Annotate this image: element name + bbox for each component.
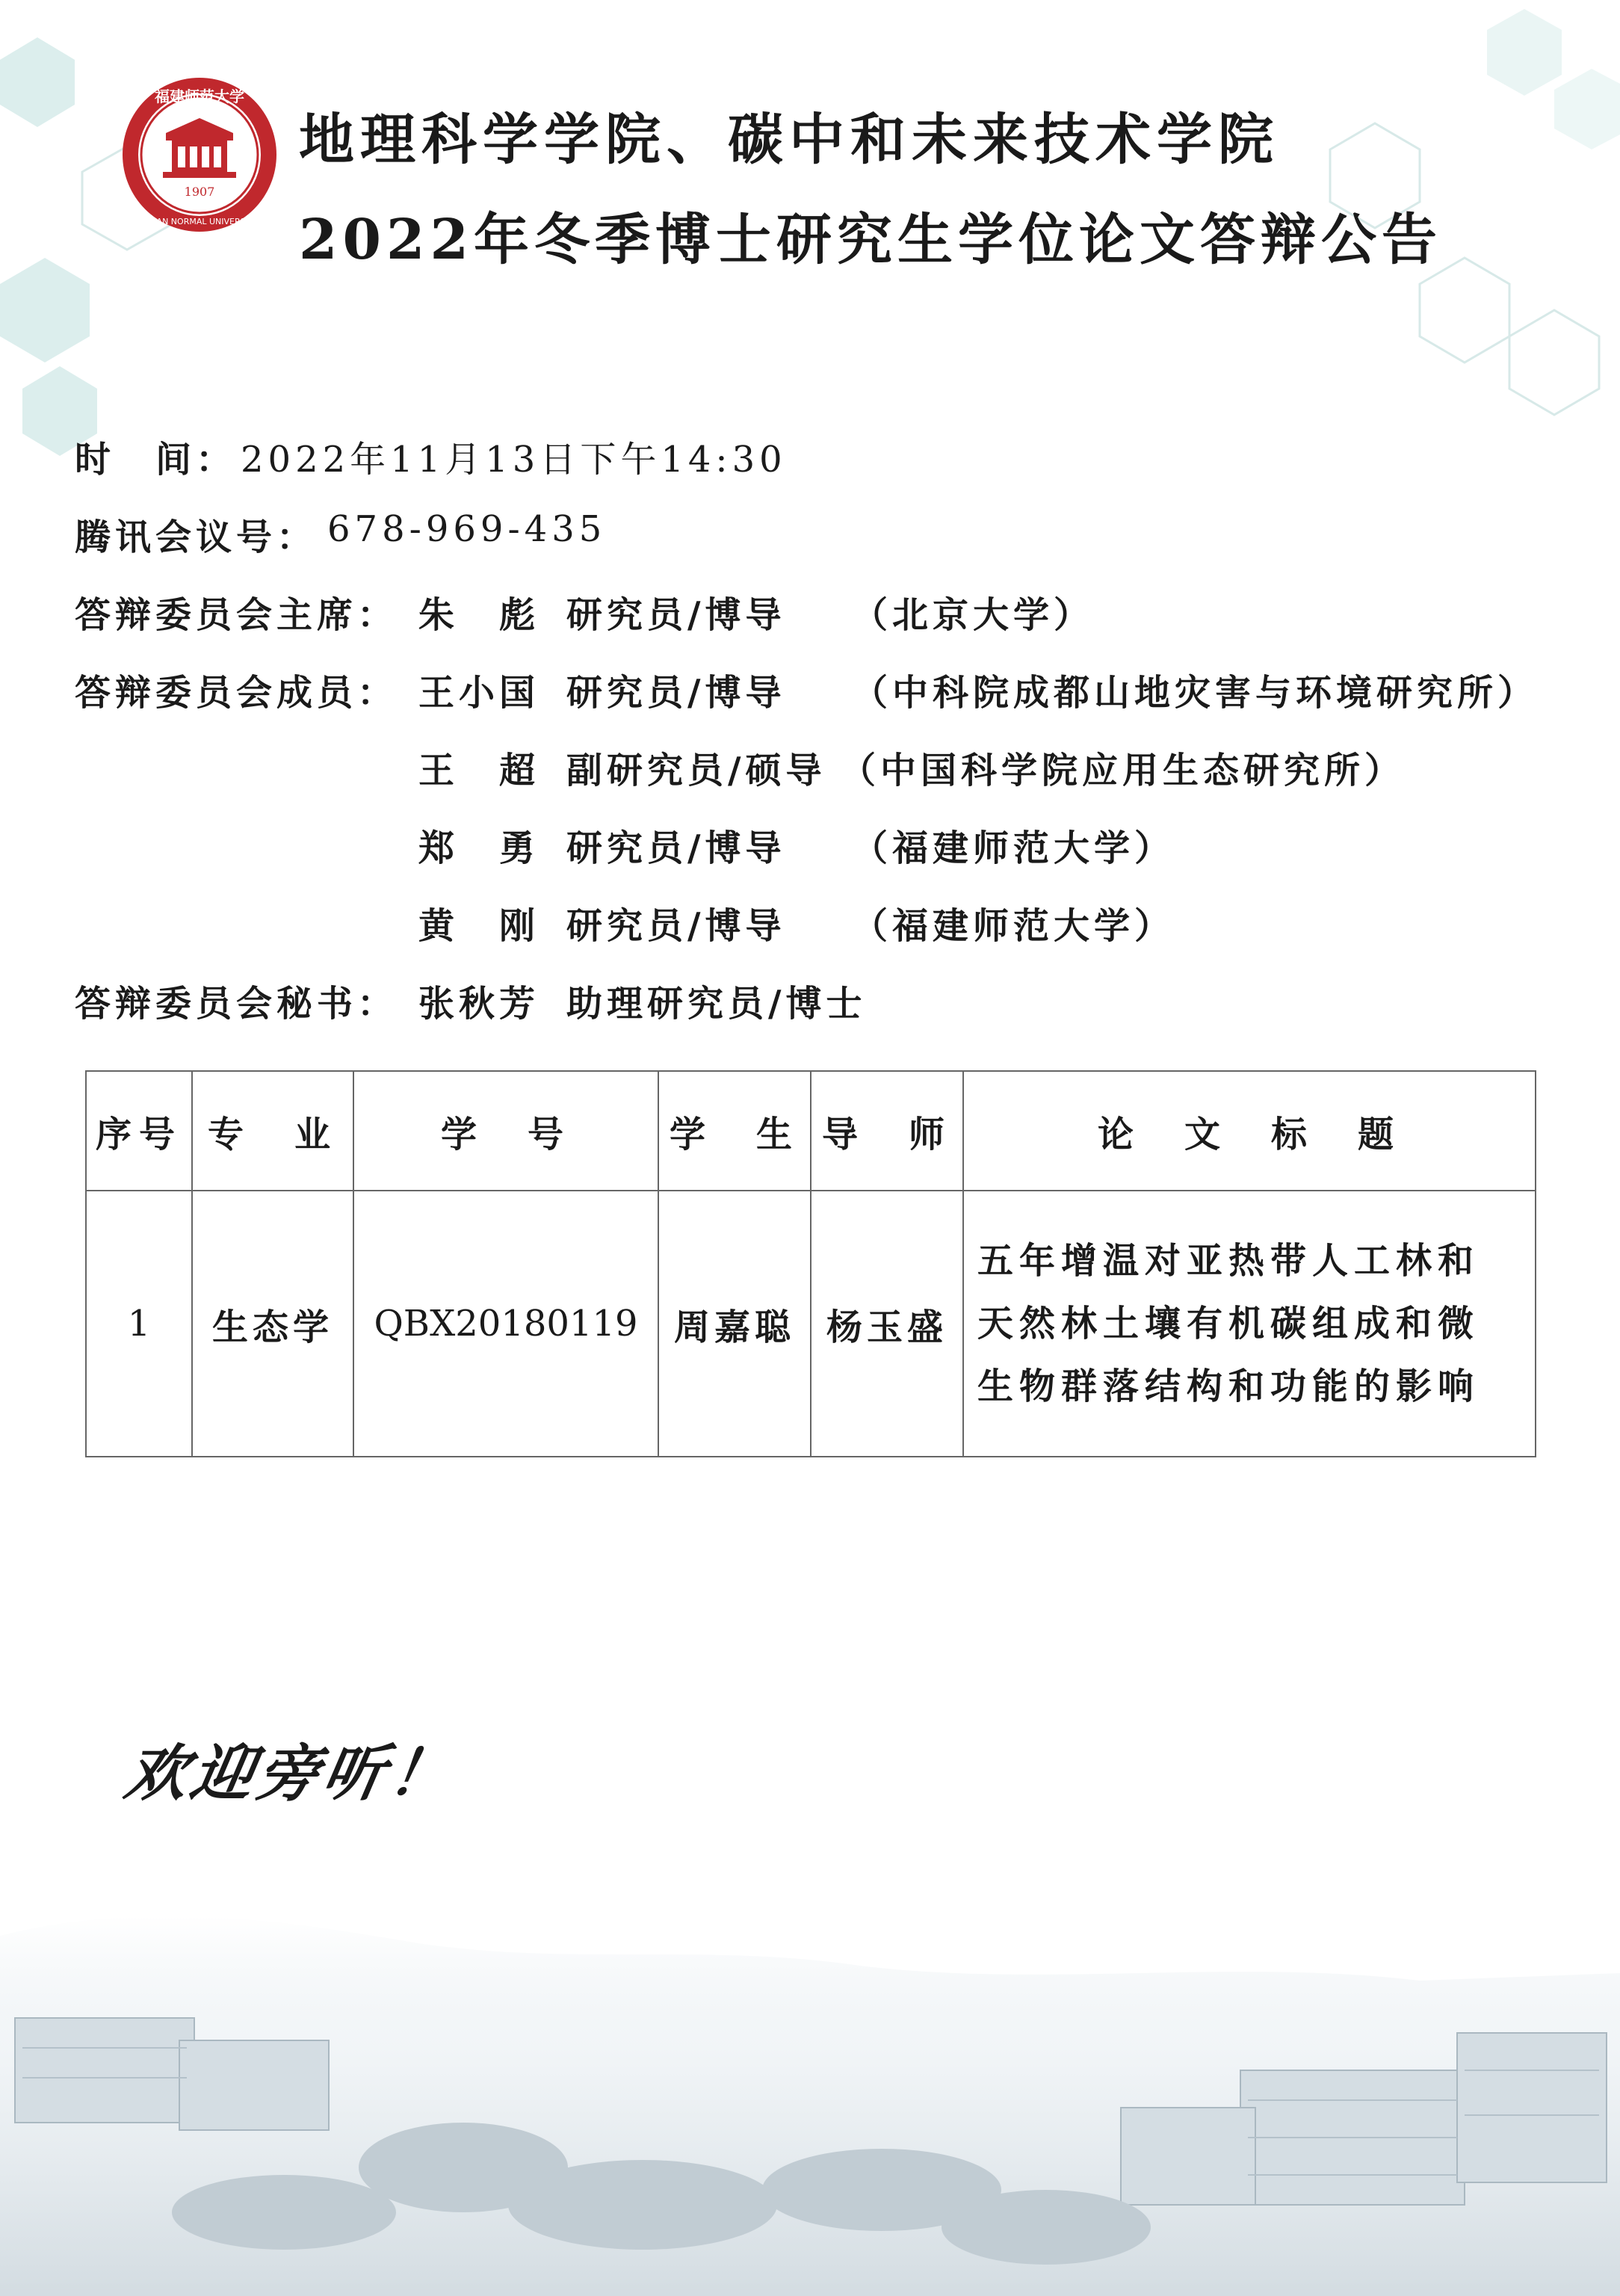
chair-institution: （北京大学） [852, 594, 1095, 636]
member-title: 研究员/博导 [566, 905, 786, 947]
member-name: 王小国 [418, 672, 540, 714]
time-label: 时 间： [75, 439, 237, 481]
cell-major: 生态学 [192, 1191, 353, 1457]
chair-name: 朱 彪 [418, 594, 540, 636]
member-institution: （中国科学院应用生态研究所） [840, 750, 1406, 791]
member-name: 郑 勇 [418, 827, 540, 869]
welcome-message: 欢迎旁听！ [120, 1738, 462, 1809]
member-title: 研究员/博导 [566, 827, 786, 869]
meeting-id: 678-969-435 [327, 508, 607, 550]
cell-index: 1 [86, 1191, 192, 1457]
member-institution: （福建师范大学） [852, 827, 1175, 869]
cell-student: 周嘉聪 [658, 1191, 811, 1457]
table-header-row [86, 1071, 1536, 1191]
thesis-title-line: 天然林土壤有机碳组成和微 [977, 1303, 1480, 1345]
seal-english-text: FUJIAN NORMAL UNIVERSITY [140, 217, 259, 226]
table-row [86, 1191, 1536, 1457]
col-header-student: 学 生 [658, 1071, 811, 1191]
col-header-major: 专 业 [192, 1071, 353, 1191]
col-header-advisor: 导 师 [811, 1071, 963, 1191]
chair-label: 答辩委员会主席： [75, 594, 398, 636]
university-seal-logo [120, 75, 279, 235]
page-title-line-1: 地理科学学院、碳中和未来技术学院 [299, 108, 1279, 172]
meeting-label: 腾讯会议号： [75, 516, 318, 558]
member-institution: （福建师范大学） [852, 905, 1175, 947]
col-header-student-id: 学 号 [353, 1071, 658, 1191]
defense-table [85, 1070, 1536, 1457]
secretary-name: 张秋芳 [418, 983, 540, 1025]
secretary-title: 助理研究员/博士 [566, 983, 867, 1025]
secretary-label: 答辩委员会秘书： [75, 983, 398, 1025]
members-label: 答辩委员会成员： [75, 672, 398, 714]
member-title: 研究员/博导 [566, 672, 786, 714]
member-title: 副研究员/硕导 [566, 750, 826, 791]
cell-student-id: QBX20180119 [353, 1191, 658, 1457]
cell-thesis-title [963, 1191, 1536, 1457]
campus-illustration [0, 1854, 1620, 2296]
page-title-line-2: 2022年冬季博士研究生学位论文答辩公告 [299, 208, 1442, 272]
time-value: 2022年11月13日下午14:30 [241, 439, 787, 481]
member-name: 王 超 [418, 750, 540, 791]
cell-advisor: 杨玉盛 [811, 1191, 963, 1457]
seal-chinese-text: 福建师范大学 [155, 87, 244, 105]
col-header-index: 序号 [86, 1071, 192, 1191]
thesis-title-line: 五年增温对亚热带人工林和 [977, 1240, 1480, 1282]
thesis-title-line: 生物群落结构和功能的影响 [977, 1365, 1480, 1407]
chair-title: 研究员/博导 [566, 594, 786, 636]
member-name: 黄 刚 [418, 905, 540, 947]
seal-year: 1907 [184, 185, 215, 199]
member-institution: （中科院成都山地灾害与环境研究所） [852, 672, 1539, 714]
col-header-thesis-title: 论 文 标 题 [963, 1071, 1536, 1191]
